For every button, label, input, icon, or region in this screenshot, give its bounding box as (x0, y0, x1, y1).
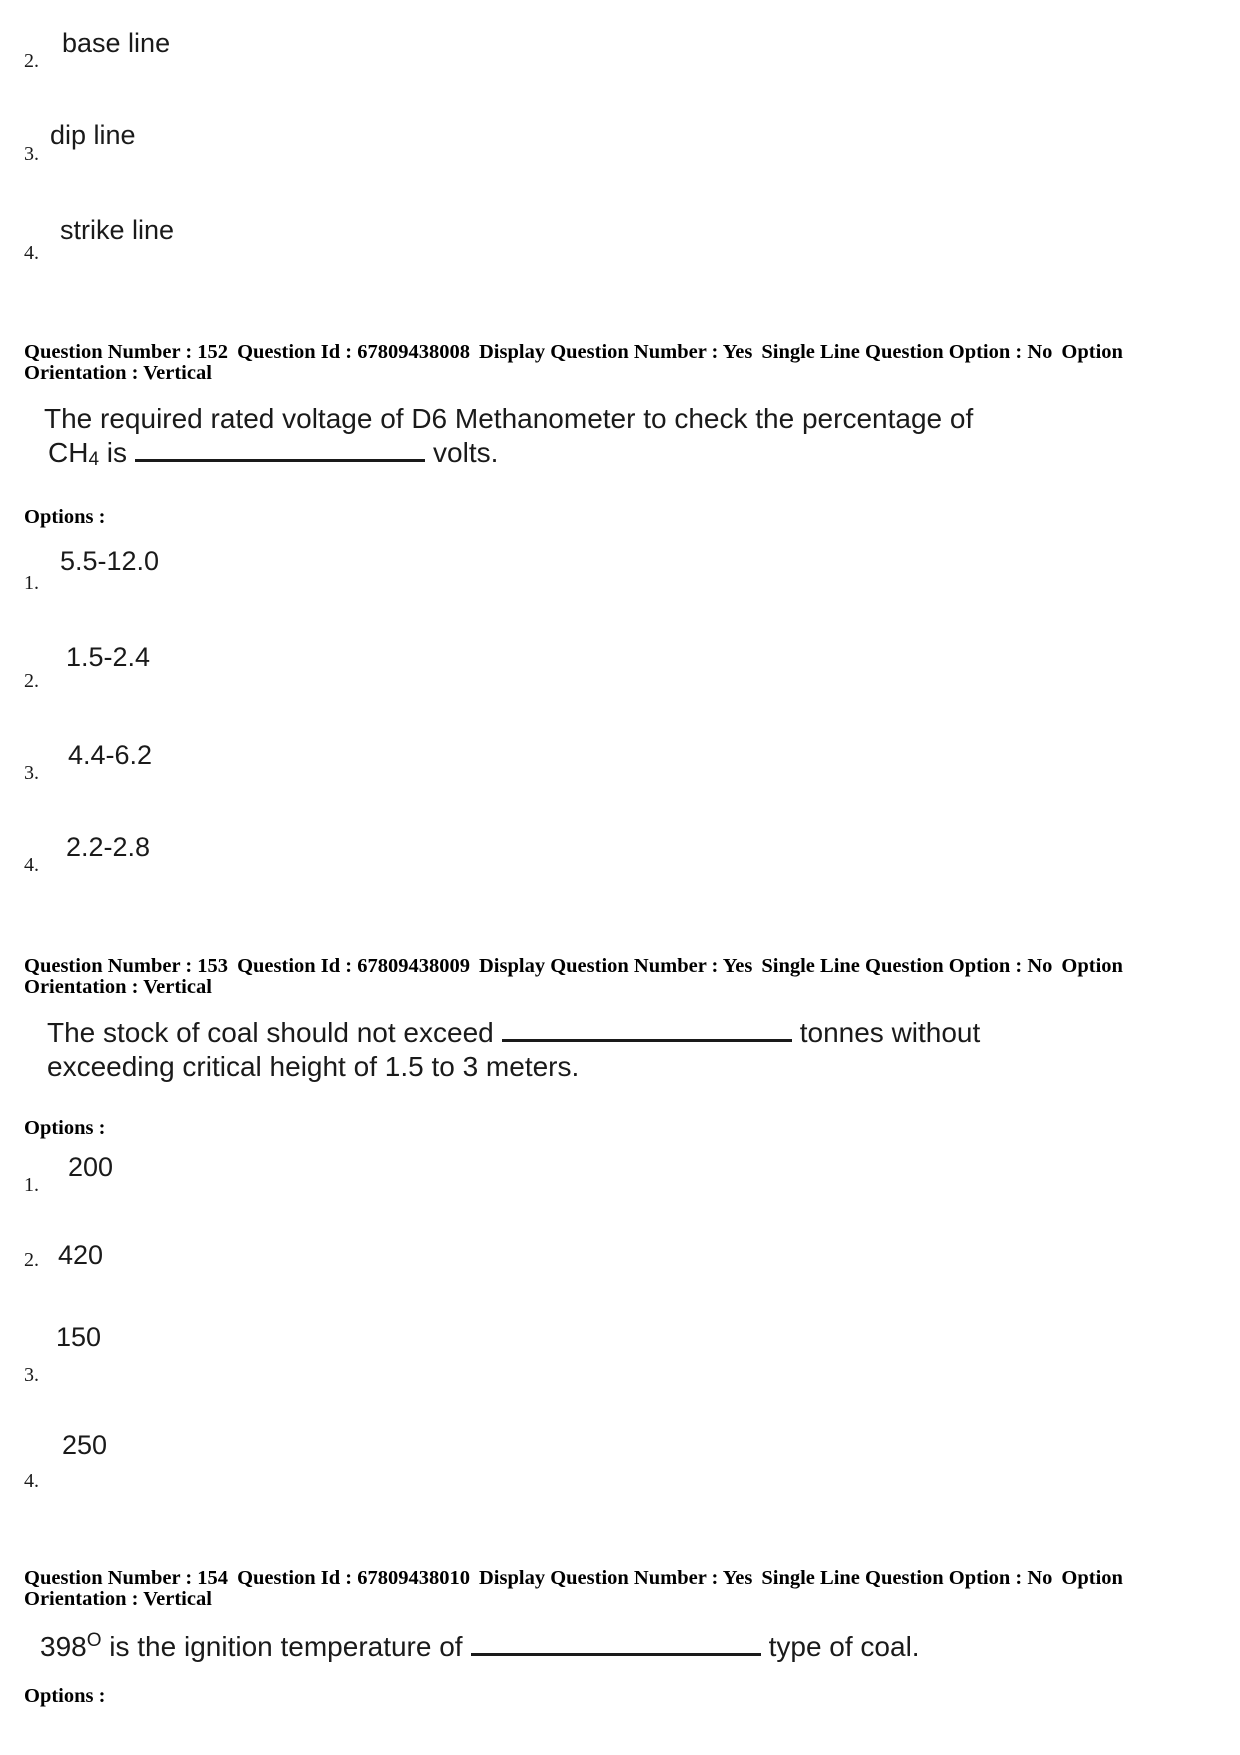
option-orientation-part1: Option (1061, 955, 1123, 977)
single-line-option: Single Line Question Option : No (761, 955, 1053, 977)
option-orientation-part1: Option (1061, 1567, 1123, 1589)
options-label: Options : (24, 506, 106, 528)
chemical-formula (44, 437, 127, 468)
display-question-number: Display Question Number : Yes (479, 341, 753, 363)
option-text: 250 (62, 1430, 108, 1460)
question-line-1: The required rated voltage of D6 Methanometer to check the percentage of (44, 403, 974, 434)
question-line-1-start: The stock of coal should not exceed (47, 1017, 494, 1048)
option-number: 4. (24, 242, 39, 264)
option-text: 150 (56, 1322, 102, 1352)
question-text (44, 402, 973, 477)
question-meta (24, 956, 1224, 998)
question-number: Question Number : 152 (24, 341, 229, 363)
question-id: Question Id : 67809438009 (237, 955, 470, 977)
option-text: dip line (50, 120, 136, 150)
option-text: 200 (68, 1152, 114, 1182)
question-line-1-start: is the ignition temperature of (101, 1631, 463, 1662)
temperature-value: 398 (40, 1631, 87, 1662)
question-text (47, 1016, 980, 1084)
question-line-1-end: type of coal. (768, 1631, 920, 1662)
answer-blank (135, 437, 425, 462)
answer-blank (471, 1631, 761, 1656)
option-orientation-part1: Option (1061, 341, 1123, 363)
option-text: 2.2-2.8 (66, 832, 151, 862)
option-text: strike line (60, 215, 175, 245)
options-label: Options : (24, 1117, 106, 1139)
option-number: 3. (24, 762, 39, 784)
option-number: 1. (24, 1174, 39, 1196)
question-line-2-end: volts. (433, 437, 499, 468)
display-question-number: Display Question Number : Yes (479, 955, 753, 977)
question-number: Question Number : 154 (24, 1567, 229, 1589)
question-line-2: exceeding critical height of 1.5 to 3 meters. (47, 1051, 580, 1082)
question-text (40, 1624, 920, 1664)
option-text: 1.5-2.4 (66, 642, 151, 672)
question-is: is (99, 437, 128, 468)
option-text: 4.4-6.2 (68, 740, 153, 770)
question-line-1-end: tonnes without (799, 1017, 981, 1048)
question-id: Question Id : 67809438010 (237, 1567, 470, 1589)
formula-subscript: 4 (88, 449, 100, 470)
question-id: Question Id : 67809438008 (237, 341, 470, 363)
formula-ch: CH (48, 437, 89, 468)
option-text: base line (62, 28, 171, 58)
display-question-number: Display Question Number : Yes (479, 1567, 753, 1589)
option-text: 420 (58, 1240, 104, 1270)
question-number: Question Number : 153 (24, 955, 229, 977)
option-number: 2. (24, 1249, 39, 1271)
option-orientation-part2: Orientation : Vertical (24, 1588, 212, 1610)
question-meta (24, 342, 1224, 384)
option-number: 3. (24, 143, 39, 165)
option-number: 2. (24, 50, 39, 72)
option-orientation-part2: Orientation : Vertical (24, 362, 212, 384)
question-meta (24, 1568, 1224, 1610)
single-line-option: Single Line Question Option : No (761, 1567, 1053, 1589)
degree-superscript: O (86, 1630, 102, 1651)
answer-blank (502, 1017, 792, 1042)
option-number: 4. (24, 1470, 39, 1492)
option-orientation-part2: Orientation : Vertical (24, 976, 212, 998)
options-label: Options : (24, 1685, 106, 1707)
option-number: 4. (24, 854, 39, 876)
option-number: 2. (24, 670, 39, 692)
option-number: 1. (24, 572, 39, 594)
option-text: 5.5-12.0 (60, 546, 160, 576)
single-line-option: Single Line Question Option : No (761, 341, 1053, 363)
option-number: 3. (24, 1364, 39, 1386)
